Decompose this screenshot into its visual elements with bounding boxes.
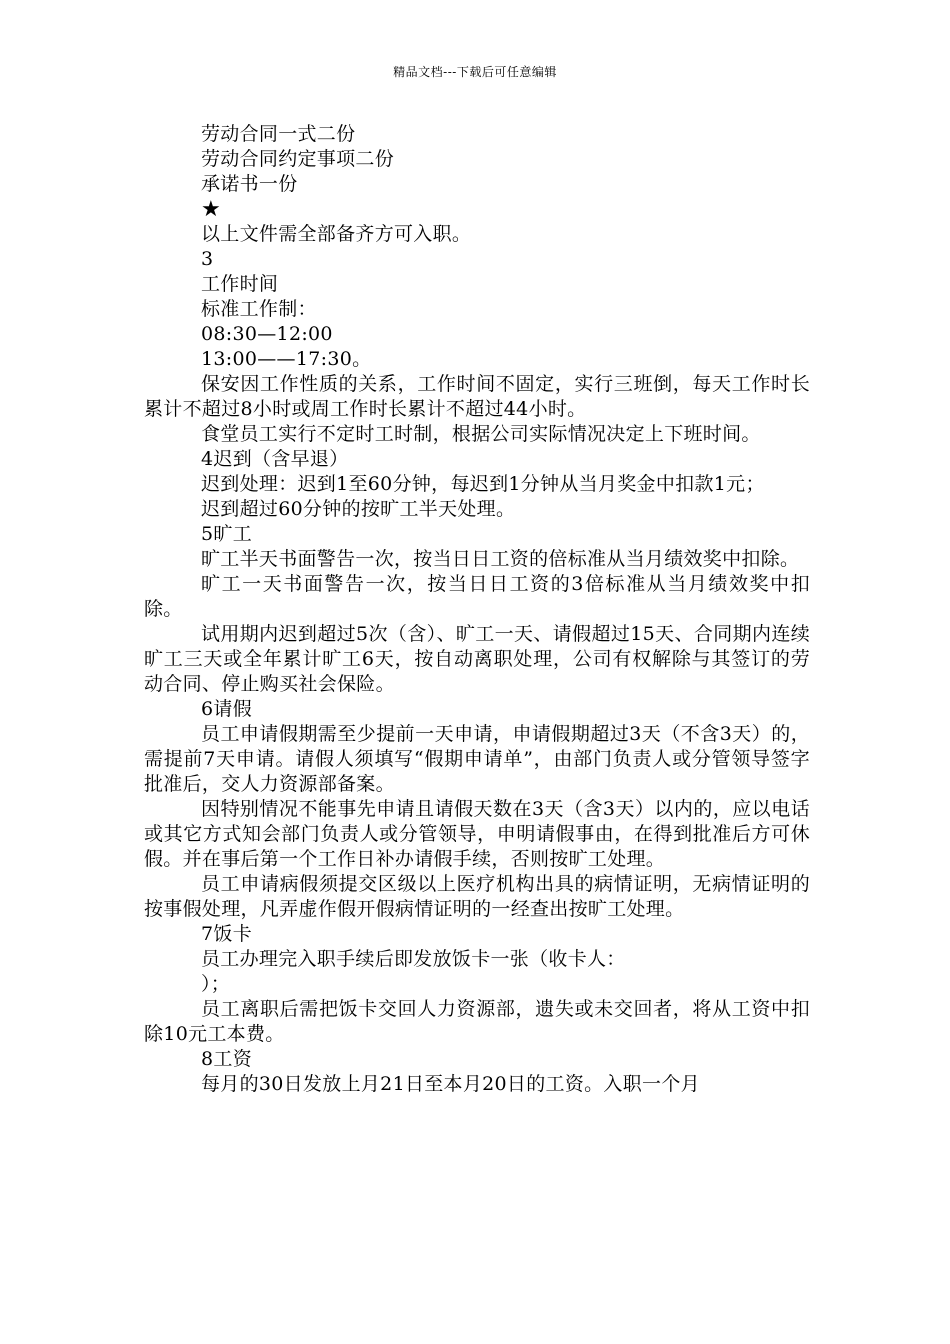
paragraph-absent-3: 试用期内迟到超过5次（含）、旷工一天、请假超过15天、合同期内连续旷工三天或全年累计旷工6天，按自动离职处理，公司有权解除与其签订的劳动合同、停止购买社会保险。: [144, 623, 810, 695]
document-body: [144, 122, 810, 1097]
list-item: 承诺书一份: [201, 173, 298, 195]
list-item: 劳动合同约定事项二份: [201, 148, 395, 170]
afternoon-hours: 13:00——17:30。: [201, 348, 372, 370]
paragraph-canteen: 食堂员工实行不定时工时制，根据公司实际情况决定上下班时间。: [201, 423, 761, 445]
section-heading-meal-card: 7饭卡: [201, 923, 252, 945]
list-item: 劳动合同一式二份: [201, 123, 356, 145]
page-header: 精品文档---下载后可任意编辑: [393, 65, 557, 79]
paragraph-absent-2: 旷工一天书面警告一次，按当日日工资的3倍标准从当月绩效奖中扣除。: [144, 573, 810, 620]
section-number: 3: [201, 248, 214, 270]
paragraph-salary: 每月的30日发放上月21日至本月20日的工资。入职一个月: [201, 1073, 700, 1095]
paragraph-late-2: 迟到超过60分钟的按旷工半天处理。: [201, 498, 516, 520]
work-schedule-label: 标准工作制：: [201, 298, 317, 320]
star-icon: ★: [201, 197, 222, 222]
section-heading-leave: 6请假: [201, 698, 252, 720]
paragraph-absent-1: 旷工半天书面警告一次，按当日日工资的倍标准从当月绩效奖中扣除。: [201, 548, 800, 570]
section-heading-absent: 5旷工: [201, 523, 252, 545]
section-heading-work-time: 工作时间: [201, 273, 279, 295]
morning-hours: 08:30—12:00: [201, 323, 333, 345]
paragraph-meal-2: 员工离职后需把饭卡交回人力资源部，遗失或未交回者，将从工资中扣除10元工本费。: [144, 998, 810, 1045]
section-heading-salary: 8工资: [201, 1048, 252, 1070]
paragraph-leave-2: 因特别情况不能事先申请且请假天数在3天（含3天）以内的，应以电话或其它方式知会部门负责人或分管领导，申明请假事由，在得到批准后方可休假。并在事后第一个工作日补办请假手续，否则按旷工处理。: [144, 798, 810, 870]
paragraph-late-1: 迟到处理：迟到1至60分钟，每迟到1分钟从当月奖金中扣款1元；: [201, 473, 765, 495]
note-text: 以上文件需全部备齐方可入职。: [201, 223, 472, 245]
paragraph-leave-1: 员工申请假期需至少提前一天申请，申请假期超过3天（不含3天）的，需提前7天申请。请假人须填写“假期申请单”，由部门负责人或分管领导签字批准后，交人力资源部备案。: [144, 723, 810, 795]
paragraph-security: 保安因工作性质的关系，工作时间不固定，实行三班倒，每天工作时长累计不超过8小时或周工作时长累计不超过44小时。: [144, 373, 810, 420]
paragraph-meal-1: 员工办理完入职手续后即发放饭卡一张（收卡人：: [201, 948, 626, 970]
section-heading-late: 4迟到（含早退）: [201, 448, 349, 470]
paragraph-meal-1-end: ）；: [201, 973, 231, 995]
paragraph-leave-3: 员工申请病假须提交区级以上医疗机构出具的病情证明，无病情证明的按事假处理，凡弄虚作假开假病情证明的一经查出按旷工处理。: [144, 873, 810, 920]
